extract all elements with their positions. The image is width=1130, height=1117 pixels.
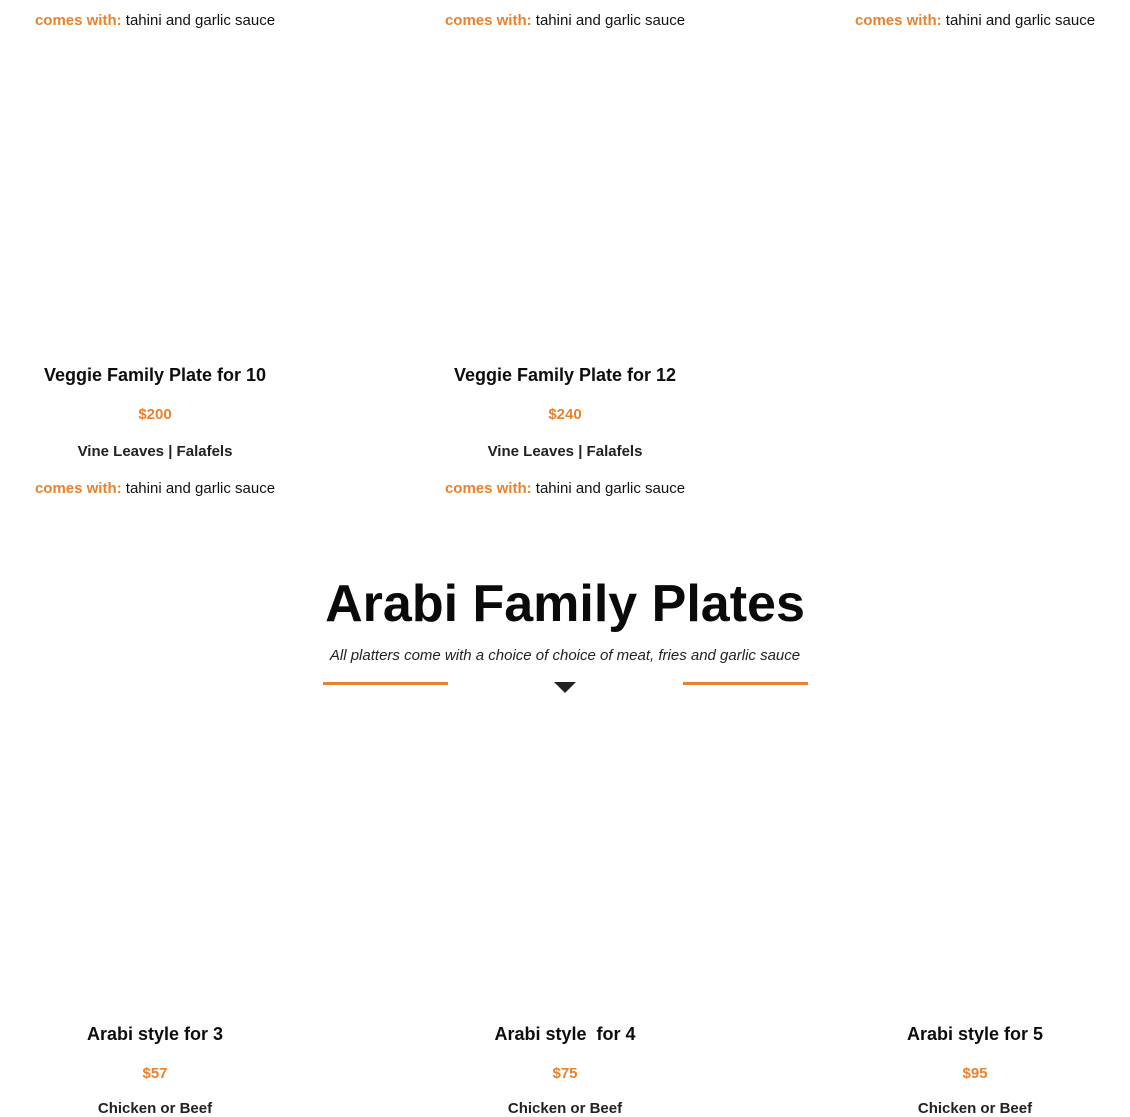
comes-with-line [0,480,360,497]
comes-with-line [360,12,770,29]
comes-with-value: tahini and garlic sauce [125,12,276,29]
comes-with-value: tahini and garlic sauce [945,12,1096,29]
divider-line-right [683,682,808,685]
menu-item-price: $57 [142,1065,168,1082]
menu-item-contents: Chicken or Beef [917,1100,1033,1117]
menu-item-contents: Vine Leaves | Falafels [77,443,233,460]
comes-with-line [0,12,360,29]
menu-item-contents: Chicken or Beef [507,1100,623,1117]
comes-with-label: comes with: [34,12,122,29]
menu-item-title: Arabi style for 4 [494,1024,636,1044]
section-subtitle: All platters come with a choice of choice of meat, fries and garlic sauce [329,647,801,664]
menu-item-price: $240 [548,406,582,423]
comes-with-label: comes with: [854,12,942,29]
menu-item-title: Arabi style for 3 [86,1024,224,1044]
menu-item-title: Veggie Family Plate for 12 [453,365,677,385]
comes-with-value: tahini and garlic sauce [125,480,276,497]
menu-item-price: $95 [962,1065,988,1082]
menu-item-contents: Vine Leaves | Falafels [487,443,643,460]
comes-with-label: comes with: [444,12,532,29]
menu-item-title: Veggie Family Plate for 10 [43,365,267,385]
divider-line-left [323,682,448,685]
menu-item-title: Arabi style for 5 [906,1024,1044,1044]
menu-item-contents: Chicken or Beef [97,1100,213,1117]
menu-item-price: $200 [138,406,172,423]
comes-with-value: tahini and garlic sauce [535,480,686,497]
menu-item-price: $75 [552,1065,578,1082]
comes-with-value: tahini and garlic sauce [535,12,686,29]
chevron-down-icon [554,682,576,693]
section-title: Arabi Family Plates [325,575,805,633]
comes-with-label: comes with: [34,480,122,497]
comes-with-line [770,12,1130,29]
comes-with-line [360,480,770,497]
comes-with-label: comes with: [444,480,532,497]
